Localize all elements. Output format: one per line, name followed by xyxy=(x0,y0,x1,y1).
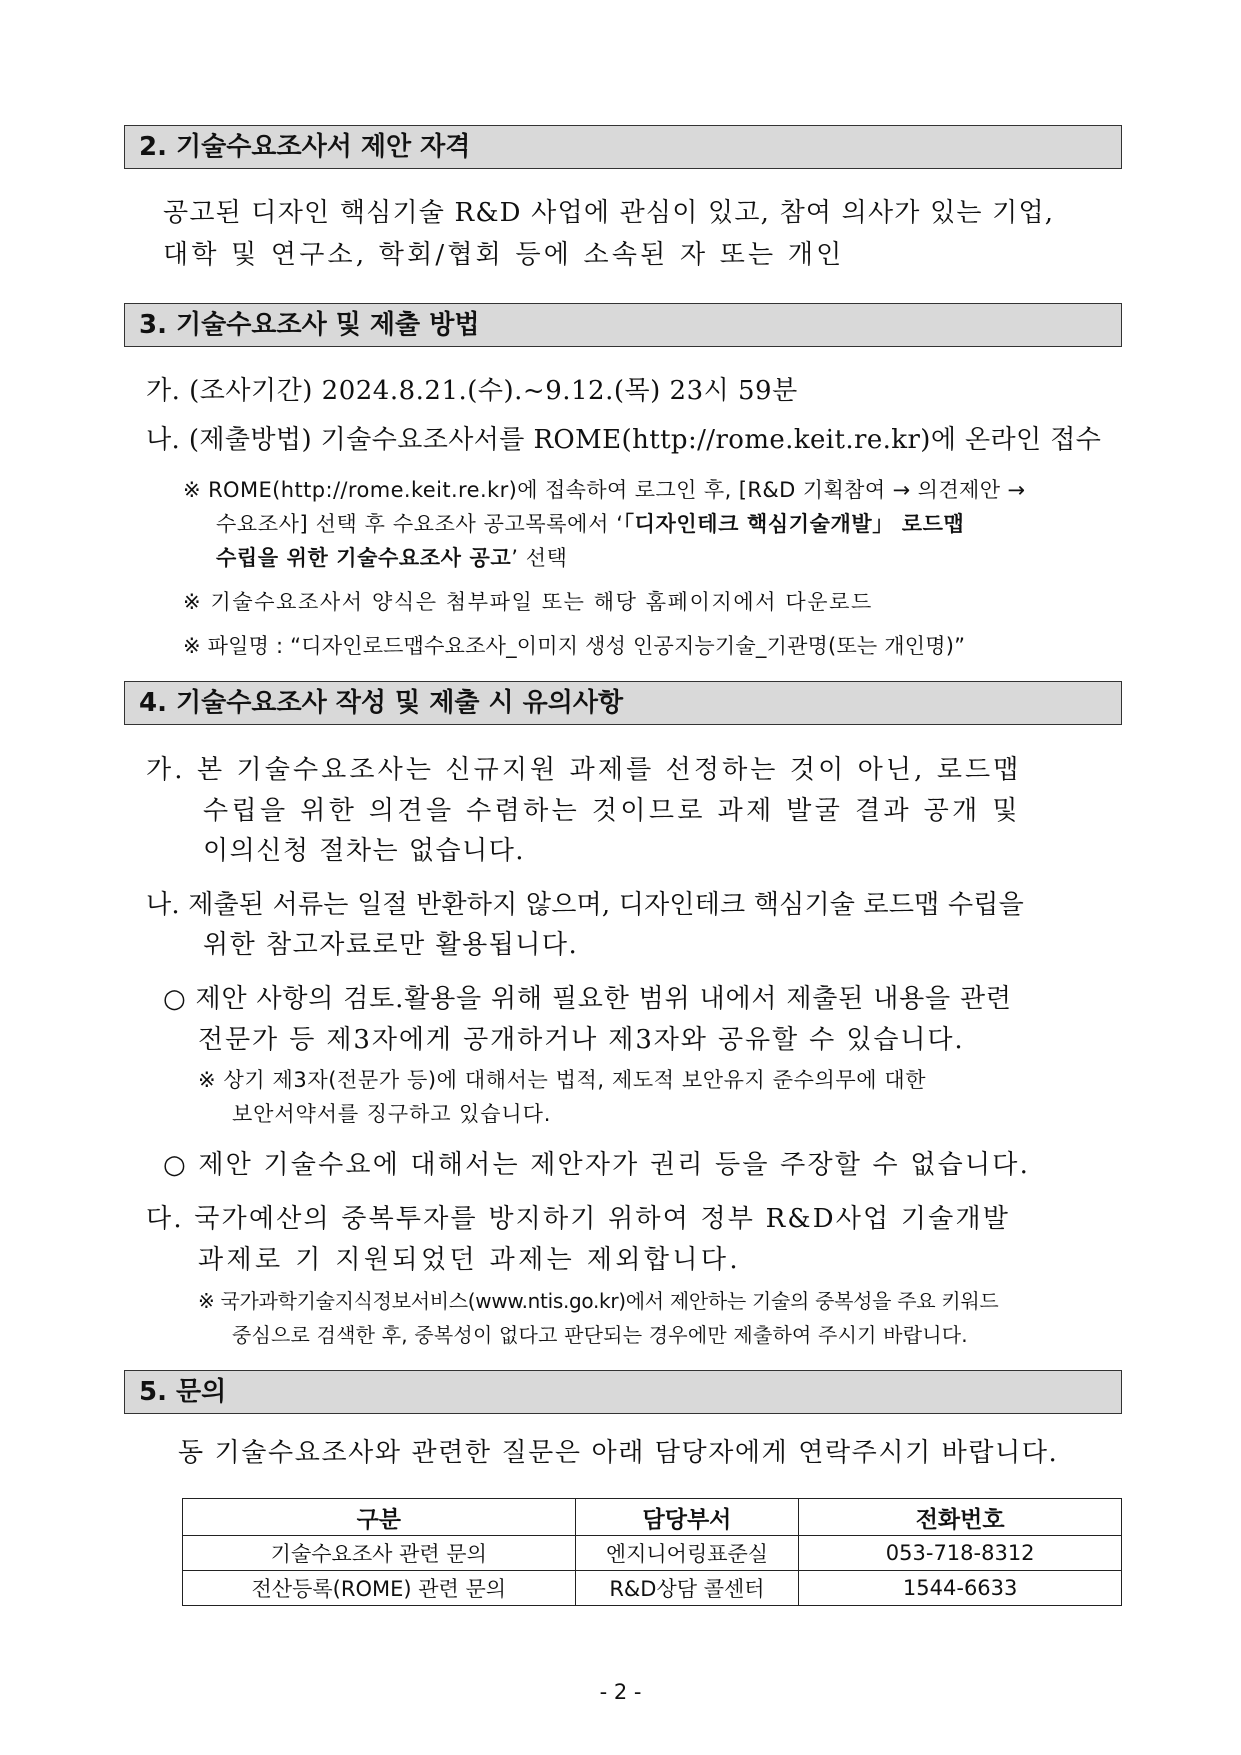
cell-department: R&D상담 콜센터 xyxy=(575,1571,799,1606)
note-text: ’ 선택 xyxy=(511,546,568,570)
section-2-body-line-2: 대학 및 연구소, 학회/협회 등에 소속된 자 또는 개인 xyxy=(163,240,845,270)
section-3-note-1-line-2 xyxy=(216,508,964,538)
note-text: 수요조사] 선택 후 수요조사 공고목록에서 ‘ xyxy=(216,512,624,536)
section-4-da-line-2: 과제로 기 지원되었던 과제는 제외합니다. xyxy=(198,1245,742,1275)
section-4-da-note-line-1: ※ 국가과학기술지식정보서비스(www.ntis.go.kr)에서 제안하는 기술의 중복성을 주요 키워드 xyxy=(198,1289,999,1313)
header-category: 구분 xyxy=(183,1499,576,1536)
section-4-na-line-2: 위한 참고자료로만 활용됩니다. xyxy=(203,930,579,960)
section-5-heading: 5. 문의 xyxy=(124,1370,1122,1414)
section-5-intro: 동 기술수요조사와 관련한 질문은 아래 담당자에게 연락주시기 바랍니다. xyxy=(178,1438,1059,1468)
table-row xyxy=(183,1571,1122,1606)
section-3-item-na: 나. (제출방법) 기술수요조사서를 ROME(http://rome.keit.re.kr)에 온라인 접수 xyxy=(146,425,1102,455)
section-4-ga-line-3: 이의신청 절차는 없습니다. xyxy=(203,836,526,866)
table-row xyxy=(183,1536,1122,1571)
notice-name: 수립을 위한 기술수요조사 공고 xyxy=(216,546,512,570)
section-3-note-3: ※ 파일명 : “디자인로드맵수요조사_이미지 생성 인공지능기술_기관명(또는 개인명)” xyxy=(183,634,966,658)
section-4-circle-1-note-line-1: ※ 상기 제3자(전문가 등)에 대해서는 법적, 제도적 보안유지 준수의무에 대한 xyxy=(198,1068,927,1092)
header-department: 담당부서 xyxy=(575,1499,799,1536)
contact-table xyxy=(182,1498,1122,1606)
cell-department: 엔지니어링표준실 xyxy=(575,1536,799,1571)
section-4-ga-line-1: 가. 본 기술수요조사는 신규지원 과제를 선정하는 것이 아닌, 로드맵 xyxy=(146,755,1022,785)
section-3-heading: 3. 기술수요조사 및 제출 방법 xyxy=(124,303,1122,347)
section-2-heading: 2. 기술수요조사서 제안 자격 xyxy=(124,125,1122,169)
section-4-da-line-1: 다. 국가예산의 중복투자를 방지하기 위하여 정부 R&D사업 기술개발 xyxy=(146,1204,1011,1234)
section-4-circle-1-line-1: ○ 제안 사항의 검토.활용을 위해 필요한 범위 내에서 제출된 내용을 관련 xyxy=(163,984,1012,1014)
cell-category: 기술수요조사 관련 문의 xyxy=(183,1536,576,1571)
section-4-heading: 4. 기술수요조사 작성 및 제출 시 유의사항 xyxy=(124,681,1122,725)
section-4-circle-2: ○ 제안 기술수요에 대해서는 제안자가 권리 등을 주장할 수 없습니다. xyxy=(163,1150,1031,1180)
section-4-circle-1-note-line-2: 보안서약서를 징구하고 있습니다. xyxy=(232,1102,552,1126)
section-3-item-ga: 가. (조사기간) 2024.8.21.(수).~9.12.(목) 23시 59분 xyxy=(146,376,798,406)
section-2-body-line-1: 공고된 디자인 핵심기술 R&D 사업에 관심이 있고, 참여 의사가 있는 기업, xyxy=(163,198,1055,228)
section-4-circle-1-line-2: 전문가 등 제3자에게 공개하거나 제3자와 공유할 수 있습니다. xyxy=(198,1025,965,1055)
section-4-da-note-line-2: 중심으로 검색한 후, 중복성이 없다고 판단되는 경우에만 제출하여 주시기 바랍니다. xyxy=(232,1323,968,1347)
cell-phone: 053-718-8312 xyxy=(799,1536,1122,1571)
section-3-note-2: ※ 기술수요조사서 양식은 첨부파일 또는 해당 홈페이지에서 다운로드 xyxy=(183,590,873,614)
section-3-note-1-line-3 xyxy=(216,542,568,572)
cell-category: 전산등록(ROME) 관련 문의 xyxy=(183,1571,576,1606)
cell-phone: 1544-6633 xyxy=(799,1571,1122,1606)
program-name: 「디자인테크 핵심기술개발」 로드맵 xyxy=(623,512,965,536)
section-4-ga-line-2: 수립을 위한 의견을 수렴하는 것이므로 과제 발굴 결과 공개 및 xyxy=(203,796,1021,826)
page-number: - 2 - xyxy=(599,1680,642,1704)
section-4-na-line-1: 나. 제출된 서류는 일절 반환하지 않으며, 디자인테크 핵심기술 로드맵 수립을 xyxy=(146,890,1024,920)
section-3-note-1-line-1: ※ ROME(http://rome.keit.re.kr)에 접속하여 로그인 후, [R&D 기획참여 → 의견제안 → xyxy=(183,478,1026,502)
header-phone: 전화번호 xyxy=(799,1499,1122,1536)
table-header-row xyxy=(183,1499,1122,1536)
